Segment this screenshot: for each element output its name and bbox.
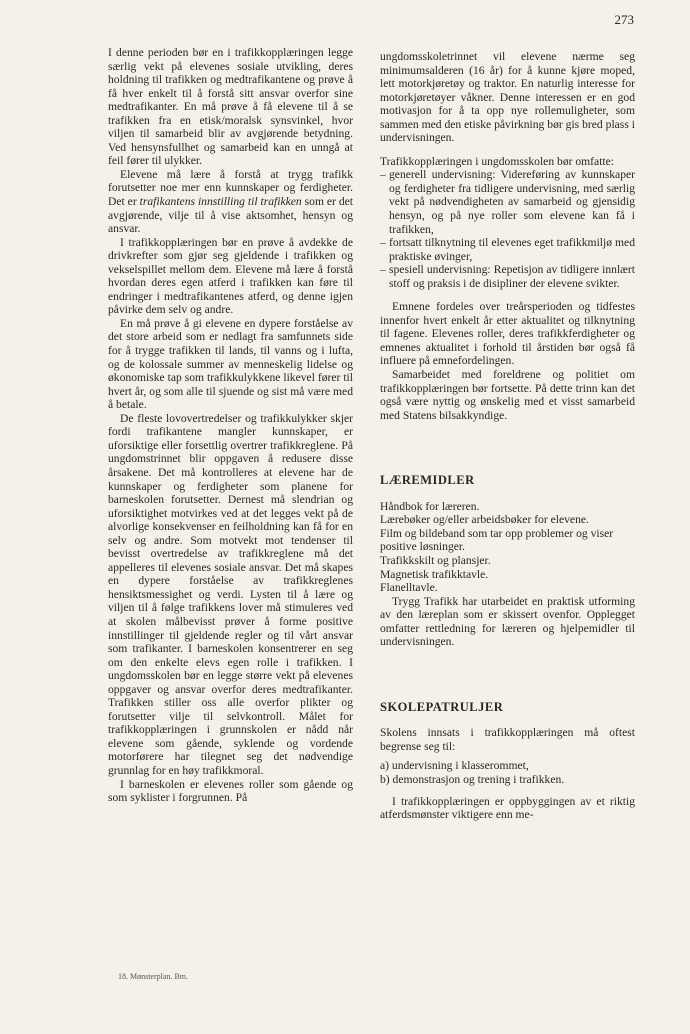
emphasis-text: trafikantens innstilling til trafikken: [139, 195, 302, 209]
paragraph: De fleste lovovertredelser og trafikkulykker skjer fordi trafikantene mangler kunnskaper, er uforsiktige eller forsettlig overtrer trafikkreglene. På ungdomstrinnet blir oppgaven å redusere disse årsakene. Det må kontrolleres at elevene har de kunnskaper og ferdigheter som planene for barneskolen forutsetter. Dernest må slendrian og uforsiktighet motvirkes ved at det legges vekt på de alvorlige konsekvenser en feilholdning kan få for en selv og andre. Som motvekt mot tendenser til bevisst overtredelse av trafikkreglene må det appelleres til elevenes sosiale ansvar. Det må skapes en dypere forståelse av trafikkreglenes hensiktsmessighet og verdi. Lysten til å lære og viljen til å følge trafikkens lover må stimuleres ved at skolen målbevisst prøver å forme positive innstillinger til gjeldende regler og til vårt ansvar som trafikanter. I barneskolen konsentrerer en seg om den enkelte elevs egen rolle i trafikken. I ungdomsskolen bør en legge større vekt på elevenes oppgaver og ansvar overfor deres medtrafikanter. Trafikken stiller oss alle overfor plikter og forutsetter vilje til selvkontroll. Målet for trafikkopplæringen i grunnskolen er nådd når elevene som gående, syklende og vordende motorførere har tilegnet seg det nødvendige grunnlag for en høy trafikkmoral.: [108, 411, 353, 777]
paragraph: Skolens innsats i trafikkopplæringen må oftest begrense seg til:: [380, 726, 635, 753]
list-item: Lærebøker og/eller arbeidsbøker for elevene.: [380, 513, 589, 527]
left-column: [108, 46, 353, 805]
paragraph: I trafikkopplæringen bør en prøve å avdekke de drivkrefter som gjør seg gjeldende i trafikken og vekselspillet mellom dem. Elevene må lære å forstå hvordan deres egen atferd i trafikken kan føre til endringer i medtrafikantenes atferd, og denne igjen påvirke dem selv og andre.: [108, 235, 353, 317]
paragraph: I barneskolen er elevenes roller som gående og som syklister i forgrunnen. På: [108, 777, 353, 805]
curriculum-list: [380, 168, 635, 290]
laeremidler-list: [380, 500, 635, 595]
list-item: – generell undervisning: Videreføring av kunnskaper og ferdigheter fra tidligere undervisning, med særlig vekt på nødvendigheten av samarbeid og gjensidig hensyn, og på nye roller som elevene kan få i trafikken,: [380, 168, 635, 236]
list-item: – spesiell undervisning: Repetisjon av tidligere innlært stoff og praksis i de disipliner der elevene svikter.: [380, 263, 635, 290]
list-item: Magnetisk trafikktavle.: [380, 567, 489, 581]
paragraph: Samarbeidet med foreldrene og politiet om trafikkopplæringen bør fortsette. På dette trinn kan det også være nyttig og ønskelig med et visst samarbeid med Statens bilsakkyndige.: [380, 368, 635, 422]
paragraph: Emnene fordeles over treårsperioden og tidfestes innenfor hvert enkelt år etter aktualitet og tilknytning til fagene. Elevenes roller, deres trafikkferdigheter og emnenes aktualitet i forhold til årstiden bør også få influere på emnefordelingen.: [380, 300, 635, 368]
list-item: Håndbok for læreren.: [380, 499, 480, 513]
paragraph: [108, 168, 353, 236]
section-heading-laeremidler: LÆREMIDLER: [380, 473, 475, 488]
paragraph-text: Elevene må lære å forstå at trygg trafikk forutsetter noe mer enn kunnskaper og ferdigheter. Det er: [108, 167, 353, 209]
paragraph: ungdomsskoletrinnet vil elevene nærme seg minimumsalderen (16 år) for å kunne kjøre moped, lett motorkjøretøy og traktor. En naturlig interesse for motorkjøretøyer våkner. Denne interessen er en god motivasjon for å ta opp nye rollemuligheter, som sammen med den etiske påvirkning bør gis bred plass i undervisningen.: [380, 50, 635, 145]
paragraph-text: som er det avgjørende, vilje til å vise aktsomhet, hensyn og ansvar.: [108, 195, 353, 236]
paragraph: En må prøve å gi elevene en dypere forståelse av det store arbeid som er nedlagt fra samfunnets side for å trygge trafikken til lands, til vanns og i lufta, og de kolossale summer av menneskelig lidelse og økonomiske tap som trafikkulykkene likevel fører til hvert år, og som alle til sjuende og sist må være med å betale.: [108, 316, 353, 412]
paragraph: Trygg Trafikk har utarbeidet en praktisk utforming av den læreplan som er skissert ovenfor. Opplegget omfatter rettledning for læreren og hjelpemidler til undervisningen.: [380, 594, 635, 649]
list-intro: Trafikkopplæringen i ungdomsskolen bør omfatte:: [380, 154, 615, 168]
footnote: 18. Mønsterplan. Bm.: [118, 972, 188, 981]
section-heading-skolepatruljer: SKOLEPATRULJER: [380, 699, 504, 714]
list-item: b) demonstrasjon og trening i trafikken.: [380, 772, 565, 786]
list-item: Trafikkskilt og plansjer.: [380, 553, 491, 567]
list-item: Flanelltavle.: [380, 581, 438, 595]
page-number: 273: [614, 12, 634, 27]
list-item: Film og bildeband som tar opp problemer og viser positive løsninger.: [380, 526, 614, 554]
list-item: – fortsatt tilknytning til elevenes eget trafikkmiljø med praktiske øvinger,: [380, 236, 635, 263]
list-item: a) undervisning i klasserommet,: [380, 759, 529, 773]
right-column: [380, 50, 635, 822]
paragraph: I trafikkopplæringen er oppbyggingen av et riktig atferdsmønster viktigere enn me-: [380, 794, 635, 822]
skolepatruljer-list: [380, 759, 635, 786]
paragraph: I denne perioden bør en i trafikkopplæringen legge særlig vekt på elevenes sosiale utvikling, deres holdning til trafikken og medtrafikantene og prøve å få hver enkelt til å forstå sitt ansvar overfor sine medtrafikanter. En må prøve å få elevene til å se trafikken fra en etisk/moralsk synsvinkel, hvor viljen til samarbeid blir av avgjørende betydning. Ved hensynsfullhet og samarbeid kan en unngå at feil fører til ulykker.: [108, 46, 353, 168]
